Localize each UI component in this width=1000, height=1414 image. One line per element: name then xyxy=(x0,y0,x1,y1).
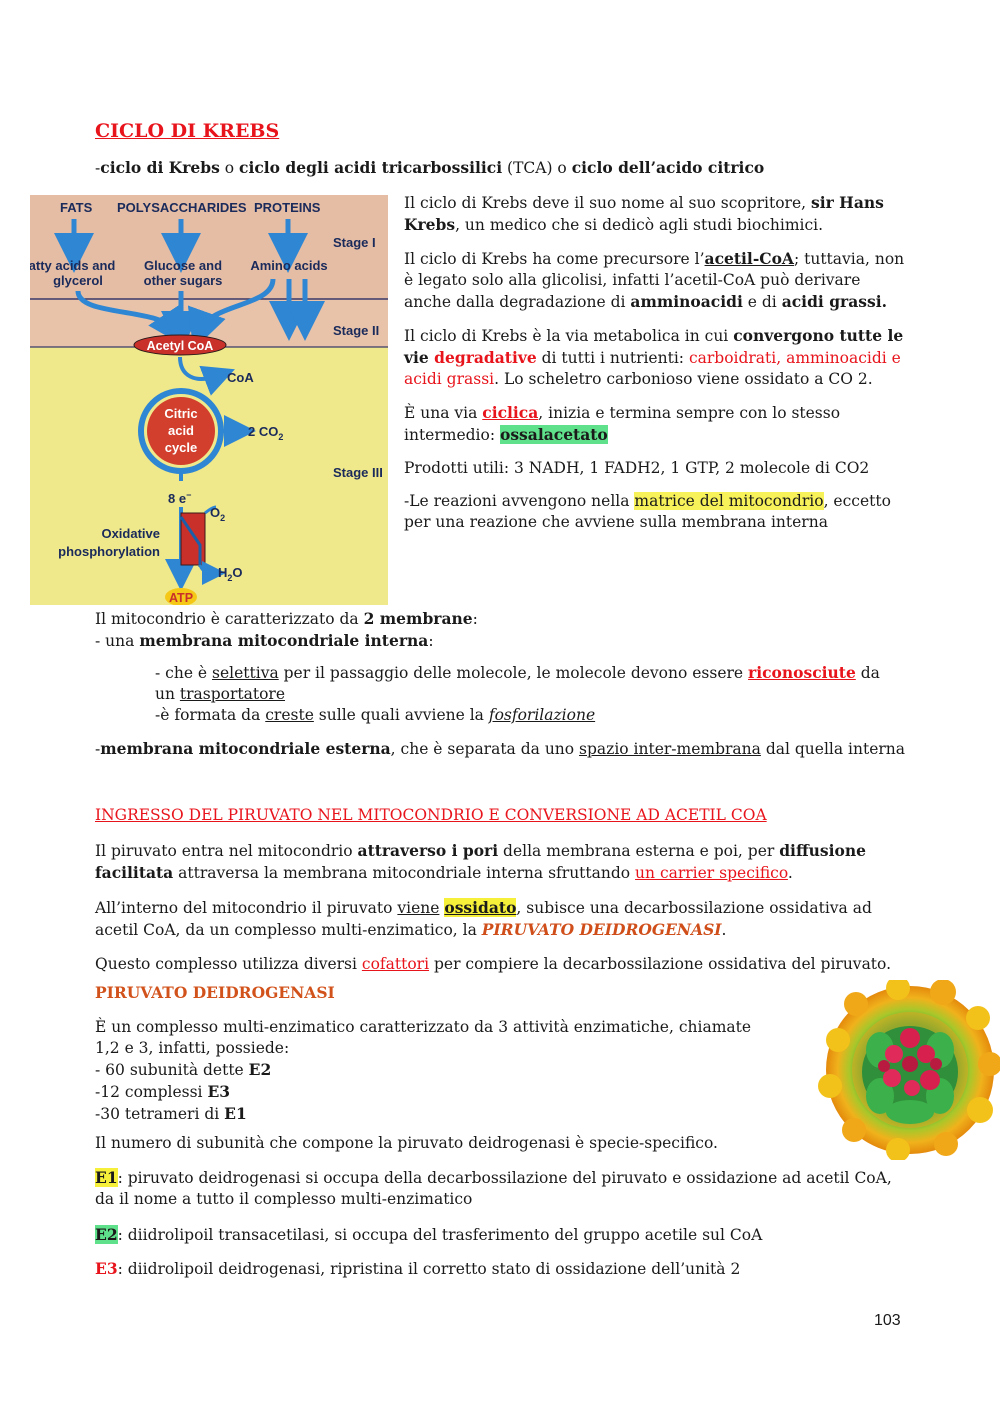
subtitle-term-1: ciclo di Krebs xyxy=(100,158,220,177)
subtitle-dash: - xyxy=(95,159,101,177)
label-co2: 2 $CO_2$ xyxy=(248,424,284,442)
text: -è formata da xyxy=(155,706,266,724)
pori-term: attraverso i pori xyxy=(357,841,499,860)
label-stage-1: Stage I xyxy=(333,235,376,250)
pdh-species: Il numero di subunità che compone la piruvato deidrogenasi è specie-specifico. xyxy=(95,1134,718,1152)
text: Il ciclo di Krebs ha come precursore l’ xyxy=(404,250,705,268)
mito-line-2 xyxy=(95,630,915,652)
creste-term: creste xyxy=(265,706,314,724)
page-number: 103 xyxy=(874,1312,901,1329)
para-convergence xyxy=(404,325,909,390)
text: All’interno del mitocondrio il piruvato xyxy=(95,899,398,917)
viene-term: viene xyxy=(397,899,440,917)
label-amino-acids: Amino acids xyxy=(250,258,328,273)
text: -Le reazioni avvengono nella xyxy=(404,492,635,510)
riconosciute-term: riconosciute xyxy=(748,663,856,682)
text: : diidrolipoil transacetilasi, si occupa del trasferimento del gruppo acetile sul CoA xyxy=(117,1226,763,1244)
e1-label: E1 xyxy=(95,1168,118,1187)
label-cycle: cycle xyxy=(164,440,198,455)
text: , eccetto per una reazione che avviene sulla membrana interna xyxy=(404,492,891,531)
fosforilazione-term: fosforilazione xyxy=(488,706,596,724)
label-fatty-acids: Fatty acids and xyxy=(30,258,116,273)
degradative-term: degradative xyxy=(434,348,537,367)
matrice-term: matrice del mitocondrio xyxy=(634,492,824,510)
text: : piruvato deidrogenasi si occupa della decarbossilazione del piruvato e ossidazione ad acetil CoA, da il nome a tutto il complesso multi-enzimatico xyxy=(95,1169,892,1208)
krebs-diagram-svg xyxy=(30,195,388,605)
label-citric: Citric xyxy=(164,406,198,421)
e1-count-term: E1 xyxy=(224,1104,247,1123)
convergono-term: convergono tutte le vie xyxy=(404,326,904,367)
text: dal quella interna xyxy=(760,740,906,758)
krebs-name: sir Hans Krebs xyxy=(404,193,884,234)
inner-item-1 xyxy=(155,662,885,705)
ciclica-term: ciclica xyxy=(482,403,539,422)
label-stage-2: Stage II xyxy=(333,323,380,338)
cofattori-term: cofattori xyxy=(361,955,430,973)
right-column xyxy=(404,192,909,533)
subtitle-sep-2: (TCA) o xyxy=(502,159,572,177)
label-stage-3: Stage III xyxy=(333,465,383,480)
nutrients-list: carboidrati, amminoacidi e acidi grassi xyxy=(404,349,901,388)
text: - xyxy=(95,740,101,758)
para-location xyxy=(404,491,909,533)
label-acid: acid xyxy=(167,423,195,438)
pdh-heading: PIRUVATO DEIDROGENASI xyxy=(95,983,335,1002)
para-cofactors xyxy=(95,954,895,975)
e3-description xyxy=(95,1258,895,1280)
text: e di xyxy=(742,293,782,311)
carrier-term: un carrier specifico xyxy=(635,864,788,882)
text: : xyxy=(428,632,434,650)
text: . Lo scheletro carbonioso viene ossidato a CO 2. xyxy=(494,370,873,388)
text: per il passaggio delle molecole, le molecole devono essere xyxy=(278,664,749,682)
mito-intro xyxy=(95,608,915,652)
text: sulle quali avviene la xyxy=(313,706,489,724)
text: : diidrolipoil deidrogenasi, ripristina il corretto stato di ossidazione dell’unità 2 xyxy=(117,1260,741,1278)
text: da un xyxy=(155,664,880,703)
label-fats: FATS xyxy=(60,200,93,215)
selettiva-term: selettiva xyxy=(212,664,279,682)
krebs-overview-figure xyxy=(30,195,388,605)
e3-label: E3 xyxy=(95,1259,118,1278)
label-other-sugars: other sugars xyxy=(143,273,223,288)
subtitle-term-2: ciclo degli acidi tricarbossilici xyxy=(239,158,503,177)
text: della membrana esterna e poi, per xyxy=(498,842,780,860)
text: - che è xyxy=(155,664,213,682)
pdh-intro: È un complesso multi-enzimatico caratterizzato da 3 attività enzimatiche, chiamate 1,2 e 3, infatti, possiede: xyxy=(95,1018,752,1057)
text: -30 tetrameri di xyxy=(95,1105,225,1123)
mito-line-1 xyxy=(95,608,915,630)
text: -12 complessi xyxy=(95,1083,208,1101)
text: È una via xyxy=(404,404,483,422)
e2-description xyxy=(95,1224,895,1246)
para-discoverer xyxy=(404,192,909,236)
amminoacidi-term: amminoacidi xyxy=(630,292,743,311)
outer-membrane-line xyxy=(95,738,915,760)
text: Il mitocondrio è caratterizzato da xyxy=(95,610,364,628)
page-title: CICLO DI KREBS xyxy=(95,120,280,142)
diffusione-term: diffusione facilitata xyxy=(95,841,867,882)
section2-body xyxy=(95,840,895,975)
e3-count-term: E3 xyxy=(207,1082,231,1101)
text: - una xyxy=(95,632,140,650)
para-cyclic xyxy=(404,402,909,446)
section-heading-pyruvate-entry: INGRESSO DEL PIRUVATO NEL MITOCONDRIO E CONVERSIONE AD ACETIL COA xyxy=(95,806,767,824)
text: di tutti i nutrienti: xyxy=(536,349,689,367)
label-h2o: $H_2O$ xyxy=(218,565,243,583)
inner-item-2 xyxy=(155,705,885,726)
text: Il ciclo di Krebs è la via metabolica in cui xyxy=(404,327,734,345)
pdh-item-e2 xyxy=(95,1059,775,1081)
outer-membrane-term: membrana mitocondriale esterna xyxy=(100,739,391,758)
text: . xyxy=(787,864,793,882)
ossidato-term: ossidato xyxy=(444,898,517,917)
pdh-term: PIRUVATO DEIDROGENASI xyxy=(481,920,722,939)
inner-membrane-list xyxy=(155,662,885,726)
text: , che è separata da uno xyxy=(390,740,580,758)
intermembrane-space-term: spazio inter-membrana xyxy=(579,740,761,758)
text: Il piruvato entra nel mitocondrio xyxy=(95,842,358,860)
label-acetyl-coa: Acetyl CoA xyxy=(146,339,214,353)
label-glucose: Glucose and xyxy=(143,258,223,273)
subtitle-line xyxy=(95,157,915,179)
text: , subisce una decarbossilazione ossidativa ad acetil CoA, da un complesso multi-enzimatico, la xyxy=(95,899,872,939)
para-oxidation xyxy=(95,897,895,941)
label-electrons: 8 e− xyxy=(168,490,192,506)
acidi-grassi-term: acidi grassi. xyxy=(781,292,887,311)
text: per compiere la decarbossilazione ossidativa del piruvato. xyxy=(429,955,892,973)
text: . xyxy=(721,921,727,939)
e1-description xyxy=(95,1167,895,1210)
text: attraversa la membrana mitocondriale interna sfruttando xyxy=(173,864,636,882)
label-glycerol: glycerol xyxy=(53,273,103,288)
ossalacetato-term: ossalacetato xyxy=(499,425,608,444)
para-precursor xyxy=(404,248,909,313)
label-polysaccharides: POLYSACCHARIDES xyxy=(117,200,247,215)
label-atp: ATP xyxy=(168,591,194,605)
subtitle-term-3: ciclo dell’acido citrico xyxy=(571,158,765,177)
pdh-item-e1 xyxy=(95,1103,775,1125)
acetil-coa-term: acetil-CoA xyxy=(704,249,794,268)
pdh-item-e3 xyxy=(95,1081,775,1103)
label-coa: CoA xyxy=(227,370,254,385)
text: : xyxy=(472,610,478,628)
e2-count-term: E2 xyxy=(248,1060,272,1079)
inner-membrane-term: membrana mitocondriale interna xyxy=(139,631,429,650)
subtitle-sep-1: o xyxy=(219,159,240,177)
text: , un medico che si dedicò agli studi biochimici. xyxy=(455,216,824,234)
label-phosphorylation: phosphorylation xyxy=(58,544,160,559)
text: Questo complesso utilizza diversi xyxy=(95,955,362,973)
text: ; tuttavia, non è legato solo alla glicolisi, infatti l’acetil-CoA può derivare anche dalla degradazione di xyxy=(404,250,905,311)
para-pyruvate-entry xyxy=(95,840,895,884)
two-membranes-term: 2 membrane xyxy=(363,609,473,628)
pdh-intro-block xyxy=(95,1017,775,1125)
para-products: Prodotti utili: 3 NADH, 1 FADH2, 1 GTP, 2 molecole di CO2 xyxy=(404,459,870,477)
label-proteins: PROTEINS xyxy=(254,200,321,215)
text: , inizia e termina sempre con lo stesso intermedio: xyxy=(404,404,841,444)
label-oxidative: Oxidative xyxy=(101,526,160,541)
e2-label: E2 xyxy=(95,1225,118,1244)
trasportatore-term: trasportatore xyxy=(179,685,286,703)
text: Il ciclo di Krebs deve il suo nome al suo scopritore, xyxy=(404,194,811,212)
label-o2: $O_2$ xyxy=(210,505,226,523)
text: - 60 subunità dette xyxy=(95,1061,249,1079)
